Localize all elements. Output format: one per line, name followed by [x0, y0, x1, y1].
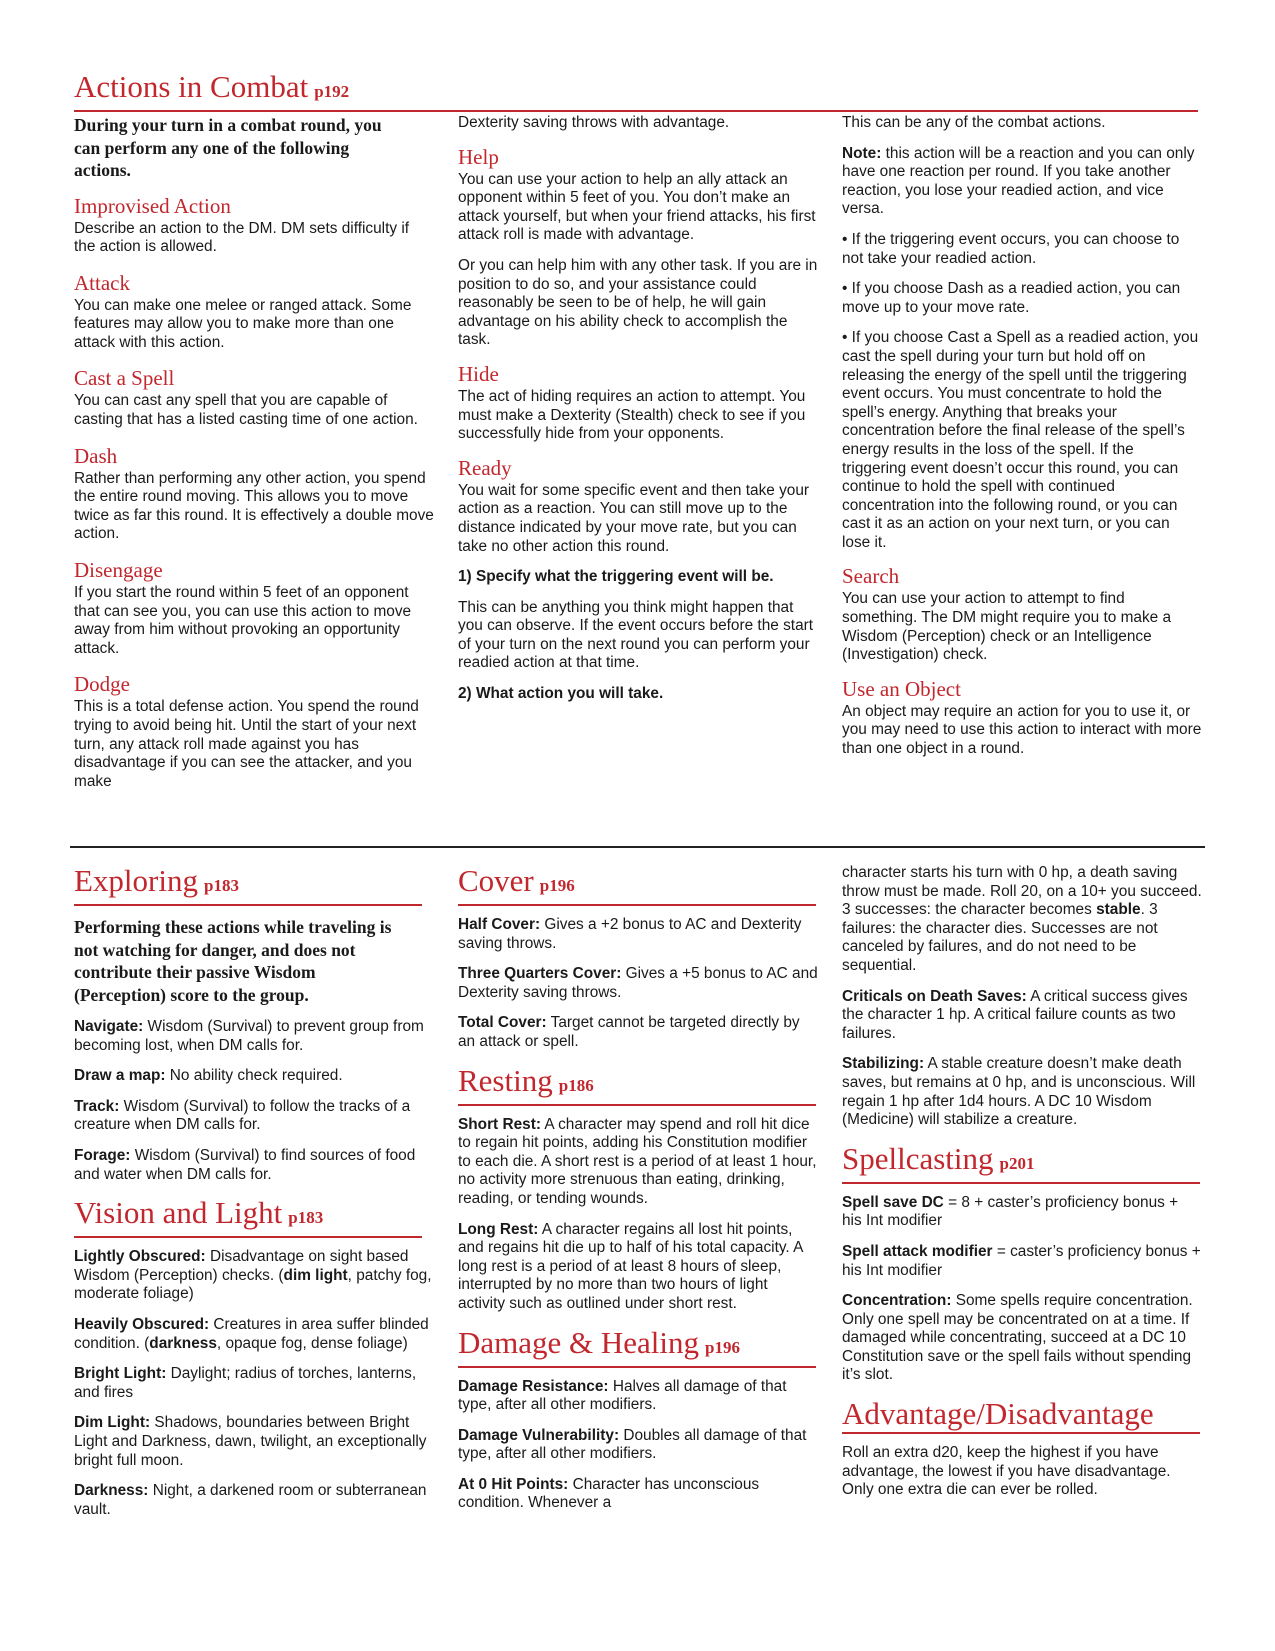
- spellcasting-item-text: = caster’s proficiency bonus + his Int modifier: [842, 1242, 1201, 1279]
- cover-item: [458, 916, 818, 953]
- resting-page-ref: p186: [558, 1075, 594, 1095]
- vision-heavily: [74, 1316, 434, 1353]
- cast-section: [74, 366, 434, 429]
- resting-title: Resting: [458, 1062, 553, 1098]
- actions-title: Actions in Combat: [74, 69, 309, 104]
- vision-dim: [74, 1414, 434, 1470]
- damage-vulnerability-label: Damage Vulnerability:: [458, 1426, 620, 1444]
- spellcasting-title: Spellcasting: [842, 1140, 994, 1176]
- cover-item: [458, 965, 818, 1002]
- advantage-text: Roll an extra d20, keep the highest if you have advantage, the lowest if you have disadvantage. Only one extra die can ever be rolled.: [842, 1444, 1171, 1499]
- cover-item-label: Half Cover:: [458, 916, 541, 933]
- exploring-title: Exploring: [74, 863, 198, 898]
- cover-item-text: Target cannot be targeted directly by an attack or spell.: [458, 1014, 800, 1050]
- exploring-item-label: Forage:: [74, 1146, 131, 1164]
- disengage-text: If you start the round within 5 feet of an opponent that can see you, you can use this action to move away from him without provoking an opportunity attack.: [74, 584, 412, 657]
- damage-criticals: [842, 988, 1202, 1044]
- actions-col-1: [74, 114, 434, 805]
- vision-darkness: [74, 1482, 434, 1519]
- damage-zero-hp-cont: [842, 864, 1202, 976]
- vision-title: Vision and Light: [74, 1195, 283, 1231]
- resting-item-text: A character may spend and roll hit dice to regain hit points, adding his Constitution modifier to each die. A short rest is a period of at least 1 hour, no activity more strenuous than eating, drinking, reading, or tending wounds.: [458, 1115, 817, 1207]
- exploring-item-text: Wisdom (Survival) to find sources of food and water when DM calls for.: [74, 1146, 416, 1183]
- ready-step-1-text: This can be anything you think might happen that you can observe. If the event occurs before the start of your turn on the next round you can perform your readied action at that time.: [458, 598, 814, 672]
- damage-stabilizing-label: Stabilizing:: [842, 1055, 925, 1073]
- resting-item: [458, 1221, 818, 1314]
- spellcasting-item-text: Some spells require concentration. Only one spell may be concentrated on at a time. If damaged while concentrating, succeed at a DC 10 Constitution save or the spell fails without spending it’s slot.: [842, 1292, 1193, 1384]
- ready-step-1: 1) Specify what the triggering event will be.: [458, 568, 774, 586]
- dash-section: [74, 444, 434, 544]
- damage-page-ref: p196: [705, 1337, 740, 1357]
- ready-step-2-text: This can be any of the combat actions.: [842, 114, 1106, 131]
- use-object-heading: Use an Object: [842, 676, 961, 701]
- spellcasting-item: [842, 1194, 1202, 1231]
- damage-stabilizing: [842, 1055, 1202, 1129]
- exploring-item-text: Wisdom (Survival) to prevent group from becoming lost, when DM calls for.: [74, 1018, 424, 1054]
- cover-item-label: Total Cover:: [458, 1014, 547, 1032]
- improvised-section: [74, 194, 434, 257]
- dodge-text: This is a total defense action. You spend the round trying to avoid being hit. Until the start of your next turn, any attack roll made against you has disadvantage if you can see the attacker, and you make: [74, 698, 419, 790]
- spellcasting-item-label: Spell save DC: [842, 1193, 944, 1211]
- ready-bullet-2: • If you choose Dash as a readied action, you can move up to your move rate.: [842, 280, 1181, 316]
- vision-dim-label: Dim Light:: [74, 1414, 151, 1432]
- resting-item: [458, 1116, 818, 1209]
- exploring-item-text: No ability check required.: [165, 1067, 343, 1085]
- vision-heavily-label: Heavily Obscured:: [74, 1315, 210, 1333]
- disengage-section: [74, 558, 434, 658]
- cover-item-text: Gives a +2 bonus to AC and Dexterity saving throws.: [458, 916, 802, 952]
- vision-lightly-tail: , patchy fog, moderate foliage): [74, 1266, 432, 1303]
- exploring-item-label: Draw a map:: [74, 1067, 166, 1085]
- actions-heading: [74, 70, 1198, 112]
- vision-darkness-text: Night, a darkened room or subterranean vault.: [74, 1482, 427, 1518]
- damage-title: Damage & Healing: [458, 1324, 700, 1360]
- ready-note-label: Note:: [842, 144, 882, 162]
- exploring-item: [74, 1147, 434, 1184]
- exploring-page-ref: p183: [204, 876, 239, 895]
- vision-heavily-bold: darkness: [149, 1334, 217, 1352]
- attack-text: You can make one melee or ranged attack. Some features may allow you to make more than one attack with this action.: [74, 296, 412, 351]
- exploring-item-text: Wisdom (Survival) to follow the tracks of a creature when DM calls for.: [74, 1097, 411, 1134]
- vision-bright-label: Bright Light:: [74, 1365, 167, 1383]
- exploring-item-label: Navigate:: [74, 1018, 144, 1035]
- ready-text: You wait for some specific event and then take your action as a reaction. You can still move up to the distance indicated by your move rate, but you can take no other action this round.: [458, 481, 810, 555]
- damage-zero-hp-label: At 0 Hit Points:: [458, 1475, 569, 1493]
- dash-text: Rather than performing any other action, you spend the entire round moving. This allows you to move twice as far this round. It is effectively a double move action.: [74, 469, 434, 543]
- cover-heading: [458, 864, 816, 906]
- spellcasting-item-text: = 8 + caster’s proficiency bonus + his Int modifier: [842, 1193, 1179, 1230]
- cast-text: You can cast any spell that you are capable of casting that has a listed casting time of one action.: [74, 392, 418, 429]
- dodge-section: [74, 672, 434, 791]
- damage-zero-hp-text: Character has unconscious condition. Whenever a: [458, 1475, 760, 1512]
- disengage-heading: Disengage: [74, 558, 163, 583]
- vision-heavily-tail: , opaque fog, dense foliage): [216, 1334, 408, 1352]
- exploring-heading: [74, 864, 422, 906]
- spellcasting-item-label: Concentration:: [842, 1292, 952, 1310]
- cast-heading: Cast a Spell: [74, 366, 175, 391]
- ready-step-2: 2) What action you will take.: [458, 685, 664, 703]
- ready-note: [842, 145, 1202, 219]
- hide-heading: Hide: [458, 361, 499, 386]
- damage-vulnerability-text: Doubles all damage of that type, after all other modifiers.: [458, 1426, 807, 1463]
- spellcasting-page-ref: p201: [999, 1153, 1035, 1173]
- attack-heading: Attack: [74, 270, 130, 295]
- advantage-heading: [842, 1397, 1200, 1434]
- cover-item-text: Gives a +5 bonus to AC and Dexterity saving throws.: [458, 965, 818, 1001]
- damage-zero-hp-cont2: . 3 failures: the character dies. Successes are not canceled by failures, and do not need to be sequential.: [842, 901, 1158, 974]
- bottom-col-2: [458, 864, 818, 1525]
- vision-dim-text: Shadows, boundaries between Bright Light and Darkness, dawn, twilight, an exceptionally bright full moon.: [74, 1414, 427, 1469]
- resting-item-label: Long Rest:: [458, 1220, 539, 1238]
- spellcasting-item-label: Spell attack modifier: [842, 1242, 993, 1260]
- vision-lightly-bold: dim light: [283, 1266, 348, 1284]
- vision-lightly-text: Disadvantage on sight based Wisdom (Perception) checks. (: [74, 1248, 409, 1284]
- damage-resistance-label: Damage Resistance:: [458, 1377, 609, 1395]
- exploring-item: [74, 1018, 434, 1055]
- exploring-item: [74, 1067, 434, 1086]
- dodge-heading: Dodge: [74, 672, 130, 697]
- use-object-text: An object may require an action for you to use it, or you may need to use this action to interact with more than one object in a round.: [842, 702, 1202, 758]
- bottom-col-3: [842, 864, 1202, 1512]
- advantage-title: Advantage/Disadvantage: [842, 1396, 1154, 1432]
- search-text: You can use your action to attempt to find something. The DM might require you to make a Wisdom (Perception) check or an Intelligence (Investigation) check.: [842, 590, 1172, 664]
- actions-col-3: [842, 114, 1202, 771]
- cover-item-label: Three Quarters Cover:: [458, 965, 622, 983]
- help-text-1: You can use your action to help an ally attack an opponent within 5 feet of you. You don’t make an attack yourself, but when your friend attacks, his first attack roll is made with advantage.: [458, 170, 816, 244]
- help-heading: Help: [458, 144, 499, 169]
- improvised-text: Describe an action to the DM. DM sets difficulty if the action is allowed.: [74, 219, 410, 256]
- vision-heading: [74, 1196, 422, 1238]
- vision-lightly-label: Lightly Obscured:: [74, 1248, 206, 1266]
- damage-resistance: [458, 1378, 818, 1415]
- vision-lightly: [74, 1248, 434, 1304]
- attack-section: [74, 271, 434, 353]
- spellcasting-item: [842, 1292, 1202, 1385]
- spellcasting-heading: [842, 1142, 1200, 1184]
- resting-item-text: A character regains all lost hit points, and regains hit die up to half of his total capacity. A long rest is a period of at least 8 hours of sleep, interrupted by no more than two hours of light activity such as outlined under short rest.: [458, 1220, 803, 1312]
- vision-darkness-label: Darkness:: [74, 1482, 149, 1500]
- ready-bullet-1: • If the triggering event occurs, you can choose to not take your readied action.: [842, 230, 1180, 267]
- actions-col-2: [458, 114, 818, 716]
- cover-title: Cover: [458, 863, 534, 898]
- dodge-text-cont: Dexterity saving throws with advantage.: [458, 114, 730, 131]
- cover-item: [458, 1014, 818, 1051]
- vision-page-ref: p183: [288, 1208, 324, 1228]
- damage-stable-word: stable: [1096, 901, 1141, 919]
- improvised-heading: Improvised Action: [74, 193, 231, 218]
- damage-zero-hp: [458, 1476, 818, 1513]
- resting-item-label: Short Rest:: [458, 1115, 541, 1133]
- hide-text: The act of hiding requires an action to attempt. You must make a Dexterity (Stealth) check to see if you successfully hide from your opponents.: [458, 387, 806, 443]
- damage-zero-hp-cont1: character starts his turn with 0 hp, a death saving throw must be made. Roll 20, on a 10+ you succeed. 3 successes: the character becomes: [842, 864, 1202, 919]
- damage-resistance-text: Halves all damage of that type, after all other modifiers.: [458, 1377, 787, 1414]
- damage-heading: [458, 1326, 816, 1368]
- help-text-2: Or you can help him with any other task. If you are in position to do so, and your assistance could reasonably be seen to be of help, he will gain advantage on his ability check to accomplish the task.: [458, 256, 818, 349]
- damage-criticals-text: A critical success gives the character 1 hp. A critical failure counts as two failures.: [842, 987, 1188, 1042]
- exploring-item: [74, 1098, 434, 1135]
- spellcasting-item: [842, 1243, 1202, 1280]
- vision-bright-text: Daylight; radius of torches, lanterns, and fires: [74, 1365, 417, 1401]
- section-divider: [70, 846, 1205, 848]
- damage-criticals-label: Criticals on Death Saves:: [842, 987, 1027, 1005]
- resting-heading: [458, 1064, 816, 1106]
- ready-heading: Ready: [458, 455, 512, 480]
- dash-heading: Dash: [74, 443, 118, 468]
- search-heading: Search: [842, 564, 900, 589]
- vision-bright: [74, 1365, 434, 1402]
- exploring-item-label: Track:: [74, 1097, 120, 1115]
- ready-note-text: this action will be a reaction and you can only have one reaction per round. If you take another reaction, you lose your readied action, and vice versa.: [842, 144, 1195, 218]
- vision-heavily-text: Creatures in area suffer blinded condition. (: [74, 1315, 429, 1352]
- ready-bullet-3: • If you choose Cast a Spell as a readied action, you cast the spell during your turn but hold off on releasing the energy of the spell until the triggering event occurs. You must concentrate to hold the spell’s energy. Anything that breaks your concentration before the final release of the spell’s energy results in the loss of the spell. If the triggering event doesn’t occur this round, you can continue to hold the spell with continued concentration into the following round, or you can cast it as an action on your next turn, or you can lose it.: [842, 329, 1199, 551]
- damage-vulnerability: [458, 1427, 818, 1464]
- exploring-intro: Performing these actions while traveling is not watching for danger, and does not contribute their passive Wisdom (Perception) score to the group.: [74, 917, 392, 1005]
- bottom-col-1: [74, 864, 434, 1531]
- damage-stabilizing-text: A stable creature doesn’t make death saves, but remains at 0 hp, and is unconscious. Will regain 1 hp after 1d4 hours. A DC 10 Wisdom (Medicine) will stabilize a creature.: [842, 1055, 1196, 1129]
- actions-page-ref: p192: [314, 82, 350, 101]
- cover-page-ref: p196: [539, 876, 575, 895]
- actions-intro: During your turn in a combat round, you can perform any one of the following actions.: [74, 115, 382, 180]
